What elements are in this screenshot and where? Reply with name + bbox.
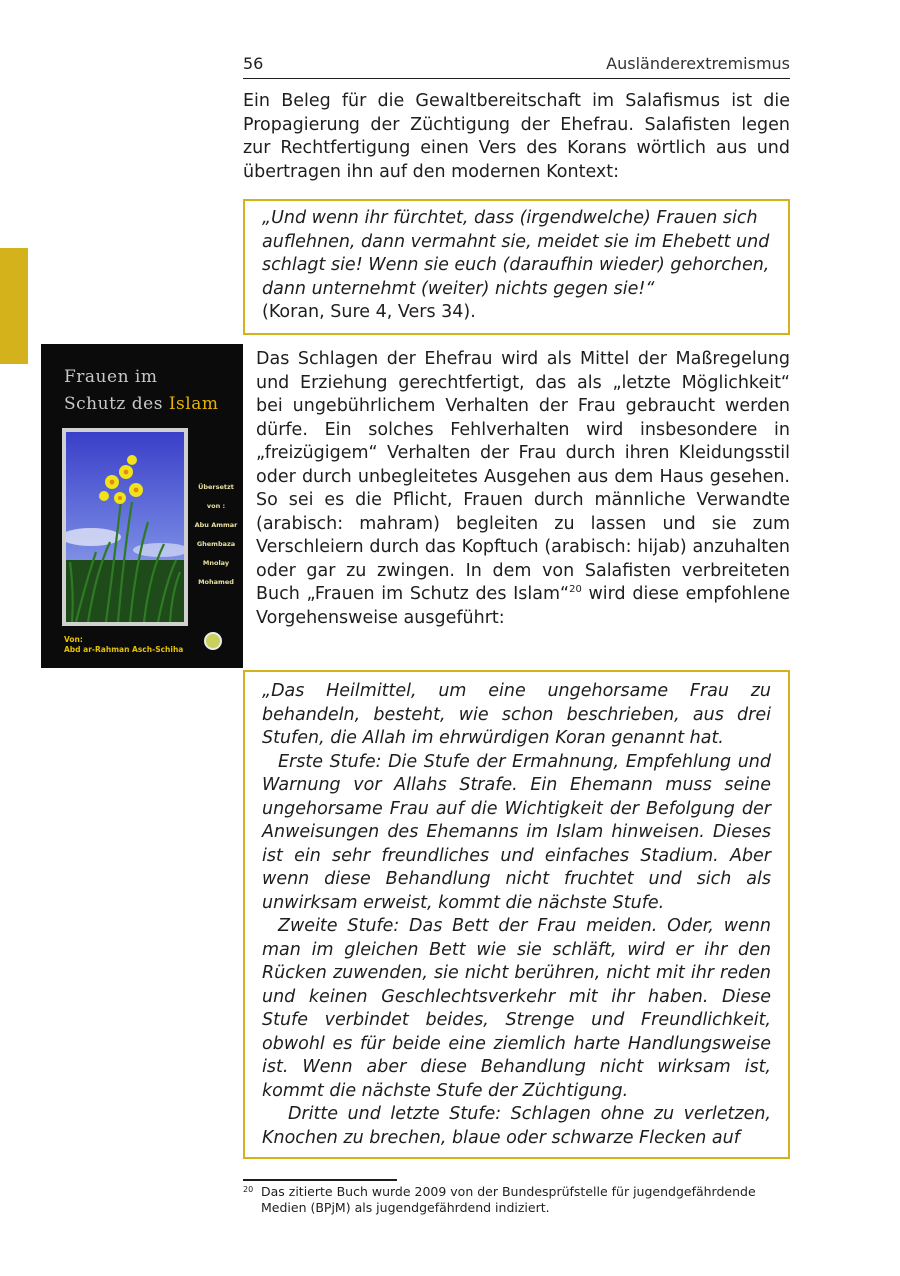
book-title-line1: Frauen im <box>64 367 158 387</box>
running-title: Ausländerextremismus <box>606 54 790 73</box>
footnote-divider <box>243 1179 397 1181</box>
footnote-text: Das zitierte Buch wurde 2009 von der Bundesprüfstelle für jugendgefährdende Medien (BPjM) als jugendgefährdend indiziert. <box>261 1184 756 1215</box>
book-translator-block <box>193 478 239 592</box>
page-header <box>243 52 790 79</box>
book-cover-image <box>41 344 243 668</box>
book-author-name: Abd ar-Rahman Asch-Schiha <box>64 645 184 654</box>
footnote-reference[interactable]: 20 <box>569 584 582 596</box>
body-text-main: Das Schlagen der Ehefrau wird als Mittel der Maßregelung und Erziehung gerechtfertigt, das als „letzte Möglichkeit“ bei ungebührlichem Verhalten der Frau gebraucht werden dürfe. Ein solches Fehlverhalten wird insbesondere in „freizügigem“ Verhalten der Frau durch ihren Kleidungsstil oder durch unbegleitetes Ausgehen aus dem Haus gesehen. So sei es die Pflicht, Frauen durch männliche Verwandte (arabisch: mahram) begleiten zu lassen und sie zum Verschleiern durch das Kopftuch (arabisch: hijab) anzuhalten oder gar zu zwingen. In dem von Salafisten verbreiteten Buch „Frauen im Schutz des Islam“ <box>256 349 790 604</box>
koran-quote-text: „Und wenn ihr fürchtet, dass (irgendwelche) Frauen sich auflehnen, dann vermahnt sie, meidet sie im Ehebett und schlagt sie! Wenn sie euch (daraufhin wieder) gehorchen, dann unternehmt (weiter) nichts gegen sie!“ <box>262 208 770 299</box>
book-side-line: von : <box>206 502 226 510</box>
book-side-line: Mohamed <box>198 578 234 586</box>
footnote-number: 20 <box>243 1185 254 1194</box>
book-cover-picture-frame <box>62 428 188 626</box>
daffodil-illustration <box>66 432 184 622</box>
book-side-line: Ghembaza <box>196 540 236 548</box>
book-side-line: Mnolay <box>202 559 230 567</box>
book-quote-intro: „Das Heilmittel, um eine ungehorsame Frau zu behandeln, besteht, wie schon beschrieben, aus drei Stufen, die Allah im ehrwürdigen Koran genannt hat. <box>262 681 771 748</box>
body-paragraph <box>256 348 790 630</box>
page-number: 56 <box>243 54 264 73</box>
intro-paragraph: Ein Beleg für die Gewaltbereitschaft im Salafismus ist die Propagierung der Züchtigung der Ehefrau. Salafisten legen zur Rechtfertigung einen Vers des Korans wörtlich aus und übertragen ihn auf den modernen Kontext: <box>243 91 790 182</box>
book-side-line: Abu Ammar <box>194 521 238 529</box>
footnote <box>243 1184 790 1216</box>
book-side-line: Übersetzt <box>198 483 234 491</box>
koran-quote-box <box>243 199 790 335</box>
book-quote-stage-three: Dritte und letzte Stufe: Schlagen ohne zu verletzen, Knochen zu brechen, blaue oder schwarze Flecken auf <box>262 1104 771 1148</box>
book-cover-title <box>64 364 218 418</box>
book-quote-stage-one: Erste Stufe: Die Stufe der Ermahnung, Empfehlung und Warnung vor Allahs Strafe. Ein Ehemann muss seine ungehorsame Frau auf die Wichtigkeit der Befolgung der Anweisungen des Ehemanns im Islam hinweisen. Dieses ist ein sehr freundliches und einfaches Stadium. Aber wenn diese Behandlung nicht fruchtet und sich als unwirksam erweist, kommt die nächste Stufe. <box>262 751 771 913</box>
book-author-label: Von: <box>64 635 83 644</box>
publisher-logo-icon <box>204 632 222 650</box>
book-title-accent: Islam <box>168 394 219 414</box>
book-title-line2: Schutz des Islam <box>64 394 219 414</box>
book-quote-stage-two: Zweite Stufe: Das Bett der Frau meiden. Oder, wenn man im gleichen Bett wie sie schläft, wird er ihr den Rücken zuwenden, sie nicht berühren, nicht mit ihr reden und keinen Geschlechtsverkehr mit ihr haben. Diese Stufe verbindet beides, Strenge und Freundlichkeit, obwohl es für beide eine ziemlich harte Handlungsweise ist. Wenn aber diese Behandlung nicht wirksam ist, kommt die nächste Stufe der Züchtigung. <box>262 916 771 1101</box>
body-text-end: wird diese empfohlene Vorgehensweise ausgeführt: <box>256 584 790 628</box>
koran-quote-source: (Koran, Sure 4, Vers 34). <box>262 302 476 322</box>
book-author-block <box>64 635 183 655</box>
book-quote-box <box>243 670 790 1159</box>
chapter-marker-tab <box>0 248 28 364</box>
